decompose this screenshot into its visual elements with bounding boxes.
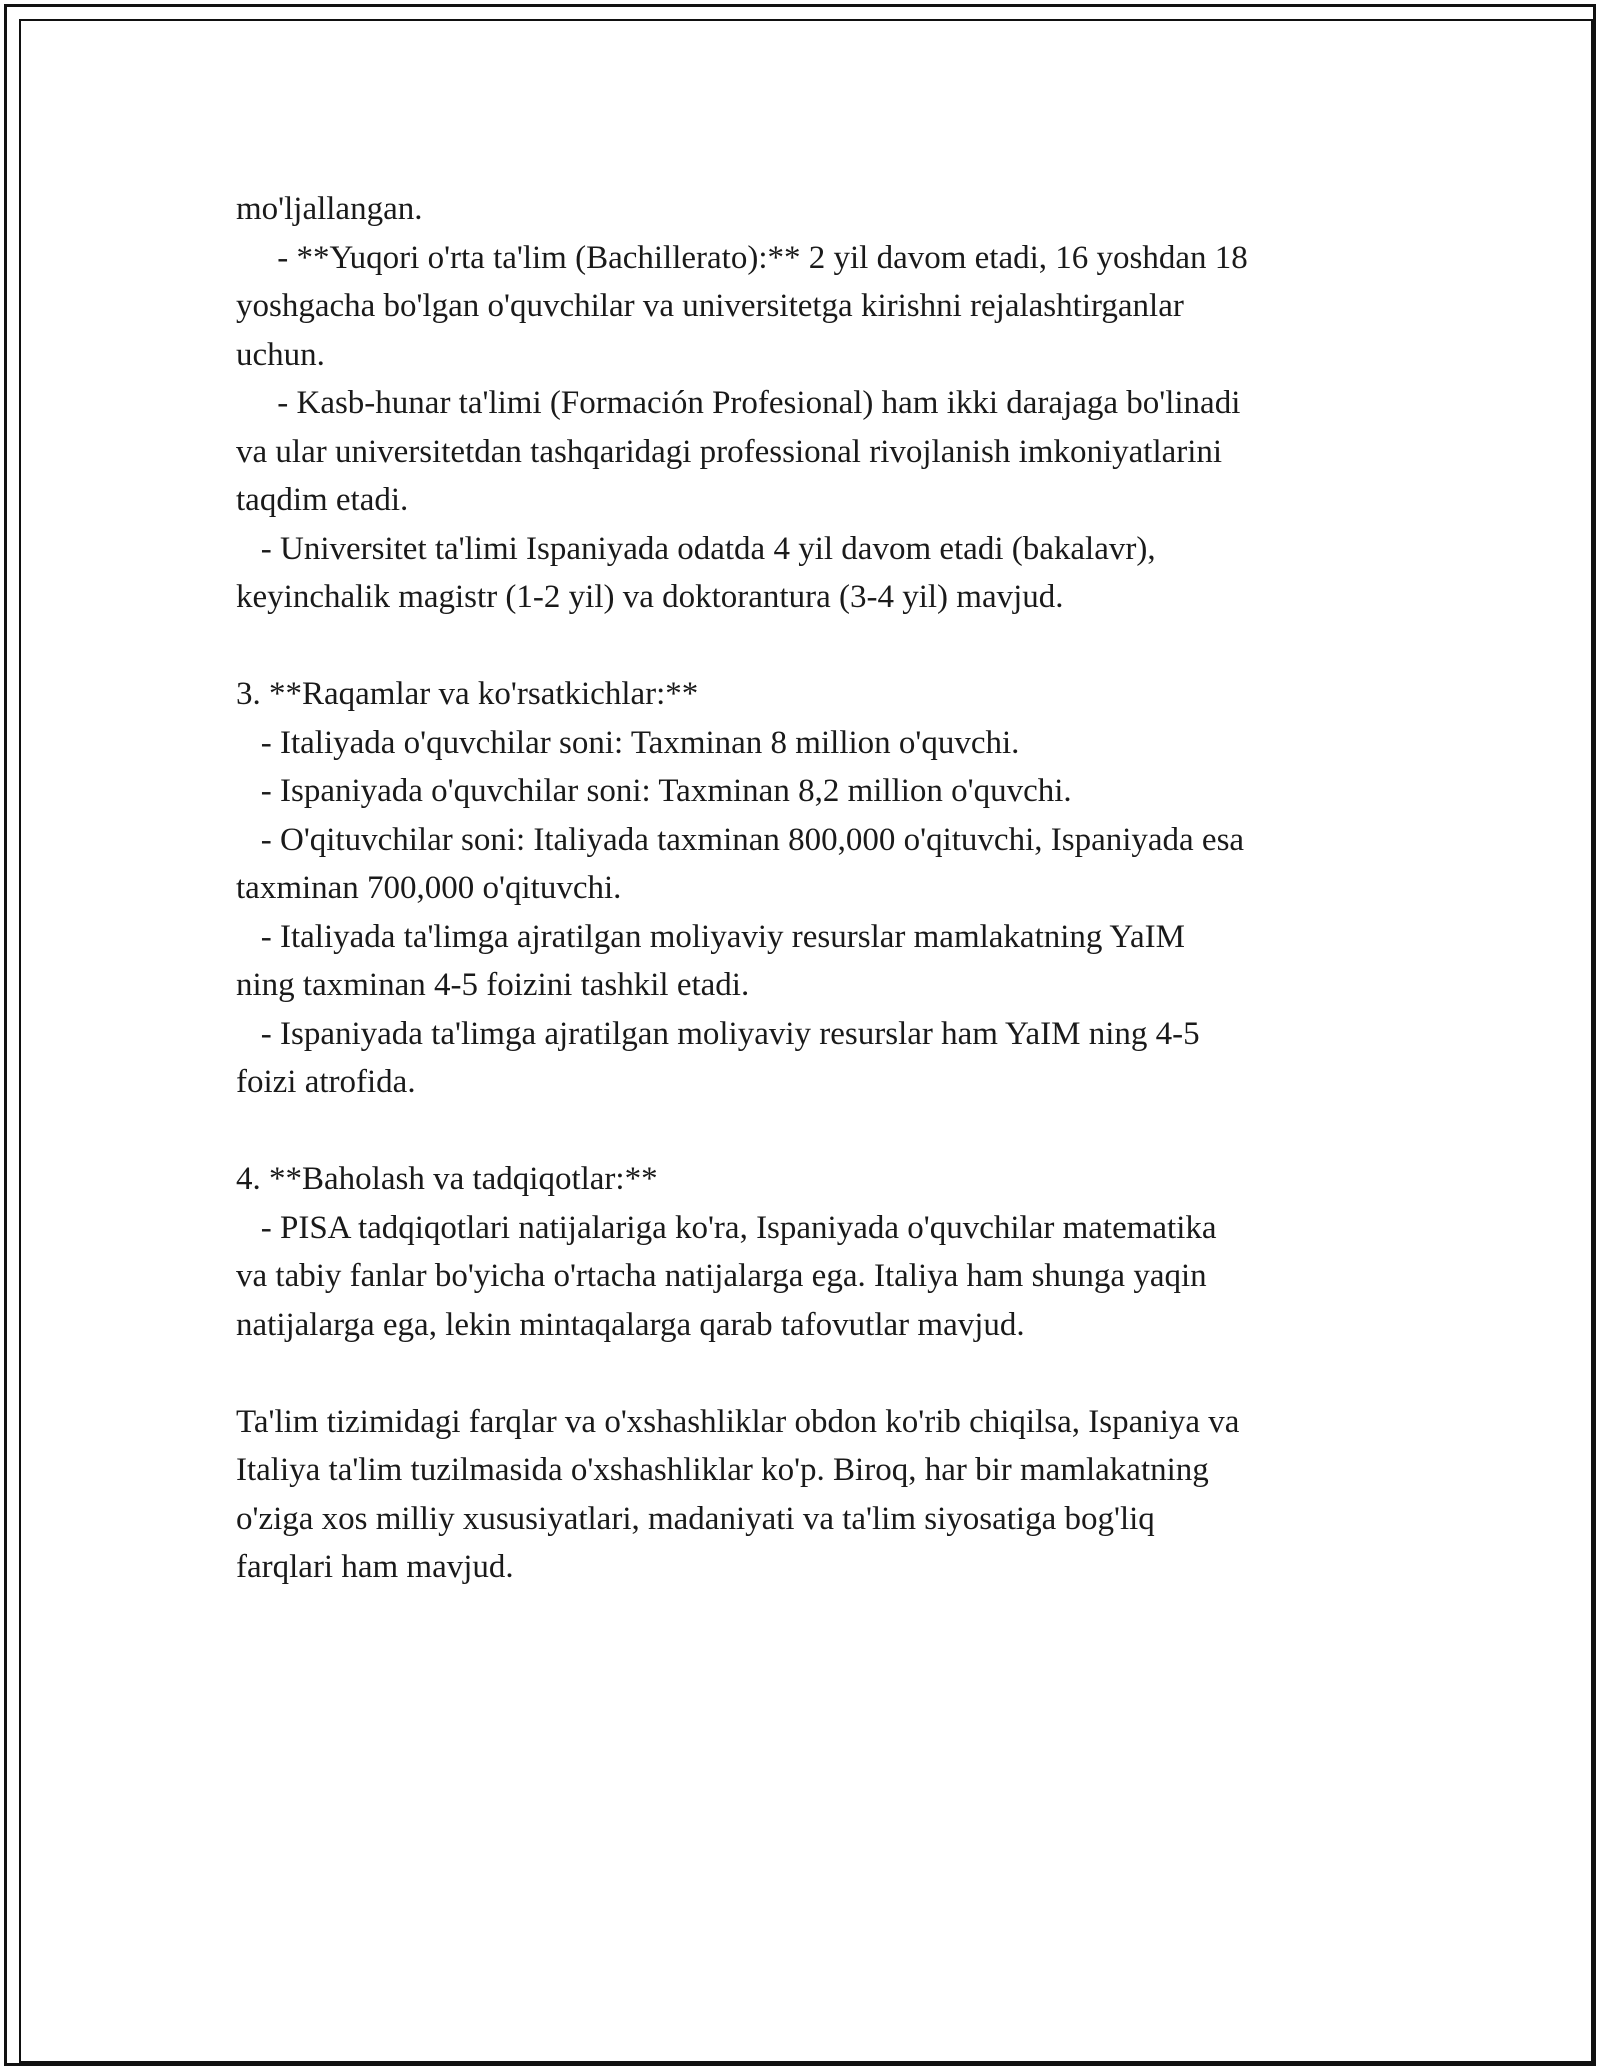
text-line: ning taxminan 4-5 foizini tashkil etadi.	[236, 967, 750, 1003]
text-line: - Italiyada o'quvchilar soni: Taxminan 8 million o'quvchi.	[236, 724, 1020, 761]
text-line: foizi atrofida.	[236, 1064, 416, 1100]
text-line: - Kasb-hunar ta'limi (Formación Profesional) ham ikki darajaga bo'linadi	[236, 385, 1241, 421]
text-line: yoshgacha bo'lgan o'quvchilar va universitetga kirishni rejalashtirganlar	[236, 288, 1184, 324]
text-line: natijalarga ega, lekin mintaqalarga qarab tafovutlar mavjud.	[236, 1306, 1025, 1343]
text-line: - Universitet ta'limi Ispaniyada odatda 4 yil davom etadi (bakalavr),	[236, 530, 1156, 567]
text-line: taqdim etadi.	[236, 482, 409, 518]
text-line: mo'ljallangan.	[236, 191, 423, 227]
text-line: keyinchalik magistr (1-2 yil) va doktorantura (3-4 yil) mavjud.	[236, 579, 1064, 615]
conclusion-line: Ta'lim tizimidagi farqlar va o'xshashliklar obdon ko'rib chiqilsa, Ispaniya va	[236, 1403, 1240, 1440]
text-line: uchun.	[236, 336, 325, 373]
text-line: - Ispaniyada o'quvchilar soni: Taxminan 8,2 million o'quvchi.	[236, 773, 1072, 809]
document-body	[236, 185, 1376, 1592]
blank-line	[236, 1349, 1376, 1398]
blank-line	[236, 1107, 1376, 1156]
section-heading: 4. **Baholash va tadqiqotlar:**	[236, 1161, 658, 1197]
text-line: va ular universitetdan tashqaridagi professional rivojlanish imkoniyatlarini	[236, 433, 1223, 470]
text-line: - O'qituvchilar soni: Italiyada taxminan 800,000 o'qituvchi, Ispaniyada esa	[236, 821, 1245, 858]
conclusion-line: Italiya ta'lim tuzilmasida o'xshashliklar ko'p. Biroq, har bir mamlakatning	[236, 1452, 1209, 1488]
text-line: taxminan 700,000 o'qituvchi.	[236, 870, 622, 906]
text-line: - Ispaniyada ta'limga ajratilgan moliyaviy resurslar ham YaIM ning 4-5	[236, 1015, 1200, 1052]
conclusion-line: farqlari ham mavjud.	[236, 1549, 514, 1585]
text-line: - Italiyada ta'limga ajratilgan moliyaviy resurslar mamlakatning YaIM	[236, 918, 1185, 955]
text-line: - PISA tadqiqotlari natijalariga ko'ra, Ispaniyada o'quvchilar matematika	[236, 1209, 1217, 1246]
text-line: va tabiy fanlar bo'yicha o'rtacha natijalarga ega. Italiya ham shunga yaqin	[236, 1258, 1207, 1294]
blank-line	[236, 622, 1376, 671]
conclusion-line: o'ziga xos milliy xususiyatlari, madaniyati va ta'lim siyosatiga bog'liq	[236, 1500, 1155, 1537]
text-line: - **Yuqori o'rta ta'lim (Bachillerato):** 2 yil davom etadi, 16 yoshdan 18	[236, 239, 1248, 276]
section-heading: 3. **Raqamlar va ko'rsatkichlar:**	[236, 676, 699, 712]
